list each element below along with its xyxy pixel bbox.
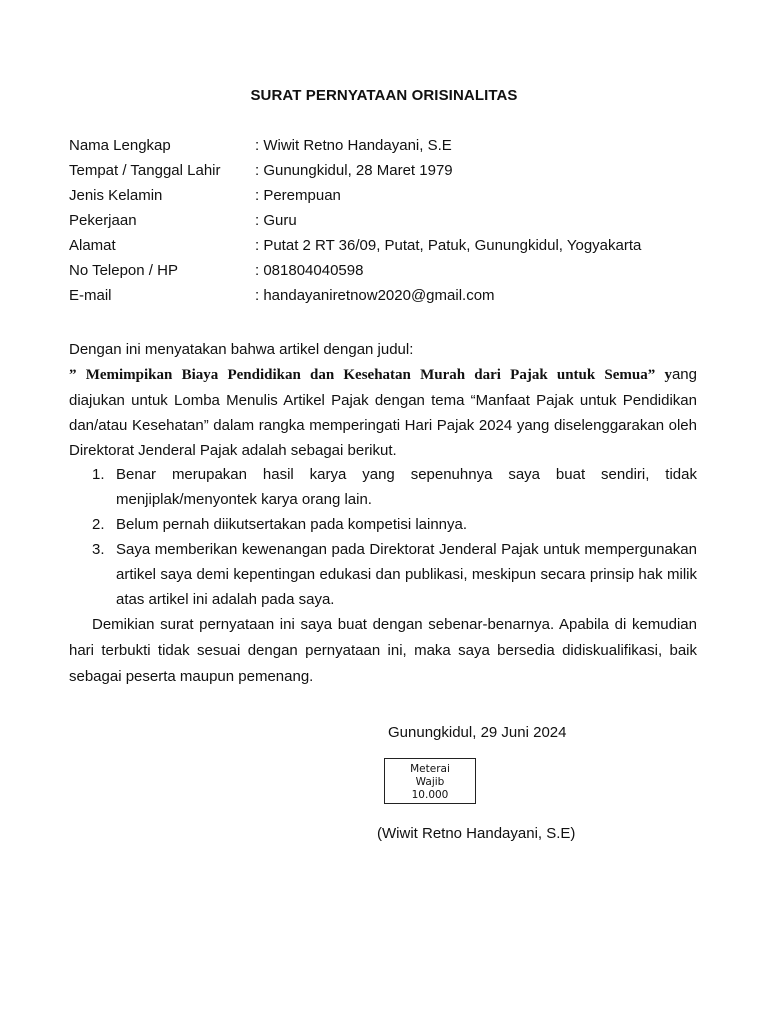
field-label: Jenis Kelamin	[69, 187, 163, 204]
field-row-address	[69, 236, 729, 256]
field-row-email	[69, 286, 729, 306]
stamp-duty-box	[384, 758, 476, 804]
closing-paragraph: Demikian surat pernyataan ini saya buat dengan sebenar-benarnya. Apabila di kemudian hari terbukti tidak sesuai dengan pernyataan ini, maka saya bersedia didiskualifikasi, baik sebagai peserta maupun pemenang.	[69, 616, 697, 685]
list-number: 2.	[92, 516, 105, 533]
stamp-label: Meterai	[410, 763, 450, 775]
field-row-occupation	[69, 211, 729, 231]
statement-paragraph	[69, 337, 697, 463]
field-value: : Putat 2 RT 36/09, Putat, Patuk, Gunungkidul, Yogyakarta	[255, 237, 642, 254]
stamp-amount: 10.000	[411, 789, 449, 801]
field-row-gender	[69, 186, 729, 206]
field-row-name	[69, 136, 729, 156]
list-item-text: Belum pernah diikutsertakan pada kompetisi lainnya.	[116, 516, 468, 533]
field-label: Pekerjaan	[69, 212, 137, 229]
article-description: ang diajukan untuk Lomba Menulis Artikel Pajak dengan tema “Manfaat Pajak untuk Pendidikan dan/atau Kesehatan” dalam rangka memperingati Hari Pajak 2024 yang diselenggarakan oleh Direktorat Jenderal Pajak adalah sebagai berikut.	[69, 366, 697, 459]
signer-name: (Wiwit Retno Handayani, S.E)	[377, 825, 576, 842]
field-value: : Wiwit Retno Handayani, S.E	[255, 137, 452, 154]
field-value: : 081804040598	[255, 262, 364, 279]
field-value: : handayaniretnow2020@gmail.com	[255, 287, 495, 304]
field-label: Tempat / Tanggal Lahir	[69, 162, 221, 179]
field-label: E-mail	[69, 287, 112, 304]
document-title: SURAT PERNYATAAN ORISINALITAS	[250, 87, 518, 104]
place-date: Gunungkidul, 29 Juni 2024	[388, 724, 567, 741]
article-paragraph	[69, 362, 697, 463]
field-label: Alamat	[69, 237, 116, 254]
field-value: : Perempuan	[255, 187, 341, 204]
field-row-phone	[69, 261, 729, 281]
list-item	[69, 537, 697, 612]
stamp-label: Wajib	[415, 776, 445, 788]
field-row-birth	[69, 161, 729, 181]
list-number: 1.	[92, 466, 105, 483]
list-item-text: Saya memberikan kewenangan pada Direktorat Jenderal Pajak untuk mempergunakan artikel saya demi kepentingan edukasi dan publikasi, meskipun secara prinsip hak milik atas artikel ini adalah pada saya.	[116, 541, 697, 608]
article-title: ” Memimpikan Biaya Pendidikan dan Kesehatan Murah dari Pajak untuk Semua” y	[69, 367, 672, 383]
list-item	[69, 462, 697, 512]
statement-list	[69, 462, 697, 612]
field-value: : Gunungkidul, 28 Maret 1979	[255, 162, 453, 179]
field-label: No Telepon / HP	[69, 262, 178, 279]
list-item-text: Benar merupakan hasil karya yang sepenuhnya saya buat sendiri, tidak menjiplak/menyontek karya orang lain.	[116, 466, 697, 508]
intro-text: Dengan ini menyatakan bahwa artikel dengan judul:	[69, 341, 414, 358]
field-value: : Guru	[255, 212, 297, 229]
list-number: 3.	[92, 541, 105, 558]
field-label: Nama Lengkap	[69, 137, 171, 154]
list-item	[69, 512, 697, 537]
